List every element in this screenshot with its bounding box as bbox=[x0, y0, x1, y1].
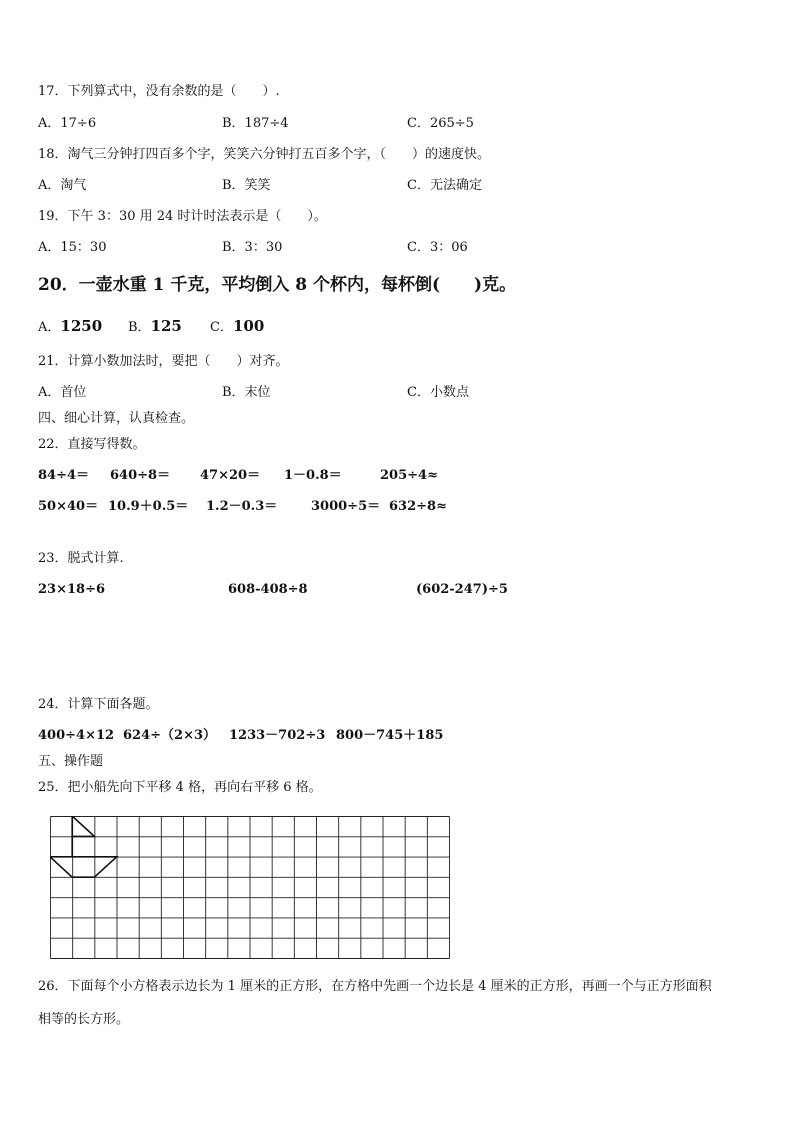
q19-option-b: B．3：30 bbox=[222, 240, 283, 255]
q24-item: 1233－702÷3 bbox=[229, 728, 326, 743]
q26-line-1: 26．下面每个小方格表示边长为 1 厘米的正方形，在方格中先画一个边长是 4 厘米的正方形，再画一个与正方形面积 bbox=[38, 979, 712, 994]
q18-stem: 18．淘气三分钟打四百多个字，笑笑六分钟打五百多个字，（ ）的速度快。 bbox=[38, 147, 491, 162]
q22-stem: 22．直接写得数。 bbox=[38, 437, 146, 452]
q20-stem: 20．一壶水重 1 千克，平均倒入 8 个杯内，每杯倒( )克。 bbox=[38, 275, 517, 295]
q22-r1-item: 1－0.8＝ bbox=[284, 468, 342, 483]
q18-option-a: A．淘气 bbox=[38, 178, 87, 193]
q24-item: 624÷（2×3） bbox=[123, 728, 217, 743]
grid-svg bbox=[50, 816, 450, 959]
q20-option-c-value: 100 bbox=[232, 317, 265, 335]
q21-option-c: C．小数点 bbox=[407, 385, 469, 400]
q20-option-c bbox=[210, 318, 264, 336]
q20-option-a-label: A． bbox=[38, 320, 61, 335]
q22-r2-item: 632÷8≈ bbox=[389, 499, 447, 514]
q25-stem: 25．把小船先向下平移 4 格，再向右平移 6 格。 bbox=[38, 780, 322, 795]
boat-hull bbox=[50, 857, 117, 877]
q22-r2-item: 1.2－0.3＝ bbox=[206, 499, 278, 514]
q19-option-c: C．3：06 bbox=[407, 240, 468, 255]
q19-stem: 19．下午 3：30 用 24 时计时法表示是（ ）。 bbox=[38, 209, 327, 224]
q24-item: 800－745＋185 bbox=[336, 728, 444, 743]
q20-option-c-label: C． bbox=[210, 320, 233, 335]
boat-shape bbox=[50, 816, 117, 877]
section-4-heading: 四、细心计算，认真检查。 bbox=[38, 411, 195, 426]
q21-stem: 21．计算小数加法时，要把（ ）对齐。 bbox=[38, 354, 289, 369]
q22-r2-item: 10.9＋0.5＝ bbox=[108, 499, 189, 514]
q22-r1-item: 640÷8＝ bbox=[110, 468, 171, 483]
q22-r2-item: 50×40＝ bbox=[38, 499, 99, 514]
q23-item: 23×18÷6 bbox=[38, 582, 106, 597]
q22-r2-item: 3000÷5＝ bbox=[311, 499, 381, 514]
q23-item: (602-247)÷5 bbox=[416, 582, 508, 597]
q22-r1-item: 47×20＝ bbox=[200, 468, 261, 483]
q21-option-b: B．末位 bbox=[222, 385, 271, 400]
q24-item: 400÷4×12 bbox=[38, 728, 115, 743]
q23-item: 608-408÷8 bbox=[228, 582, 308, 597]
q24-stem: 24．计算下面各题。 bbox=[38, 697, 159, 712]
q20-option-b-label: B． bbox=[128, 320, 151, 335]
q20-option-a-value: 1250 bbox=[60, 317, 103, 335]
q22-r1-item: 205÷4≈ bbox=[380, 468, 438, 483]
boat-grid bbox=[50, 816, 450, 963]
q20-option-b-value: 125 bbox=[150, 317, 182, 335]
section-5-heading: 五、操作题 bbox=[38, 754, 104, 769]
q18-option-b: B．笑笑 bbox=[222, 178, 271, 193]
q20-option-b bbox=[128, 318, 182, 336]
q17-option-b: B．187÷4 bbox=[222, 116, 289, 131]
q23-stem: 23．脱式计算. bbox=[38, 551, 124, 566]
q17-option-c: C．265÷5 bbox=[407, 116, 474, 131]
q19-option-a: A．15：30 bbox=[38, 240, 107, 255]
q26-line-2: 相等的长方形。 bbox=[38, 1012, 130, 1027]
boat-sail bbox=[72, 816, 94, 836]
grid-lines bbox=[51, 817, 450, 959]
q17-option-a: A．17÷6 bbox=[38, 116, 97, 131]
q21-option-a: A．首位 bbox=[38, 385, 87, 400]
q18-option-c: C．无法确定 bbox=[407, 178, 482, 193]
q17-stem: 17．下列算式中，没有余数的是（ ）. bbox=[38, 84, 280, 99]
q22-r1-item: 84÷4＝ bbox=[38, 468, 90, 483]
q20-option-a bbox=[38, 318, 102, 336]
